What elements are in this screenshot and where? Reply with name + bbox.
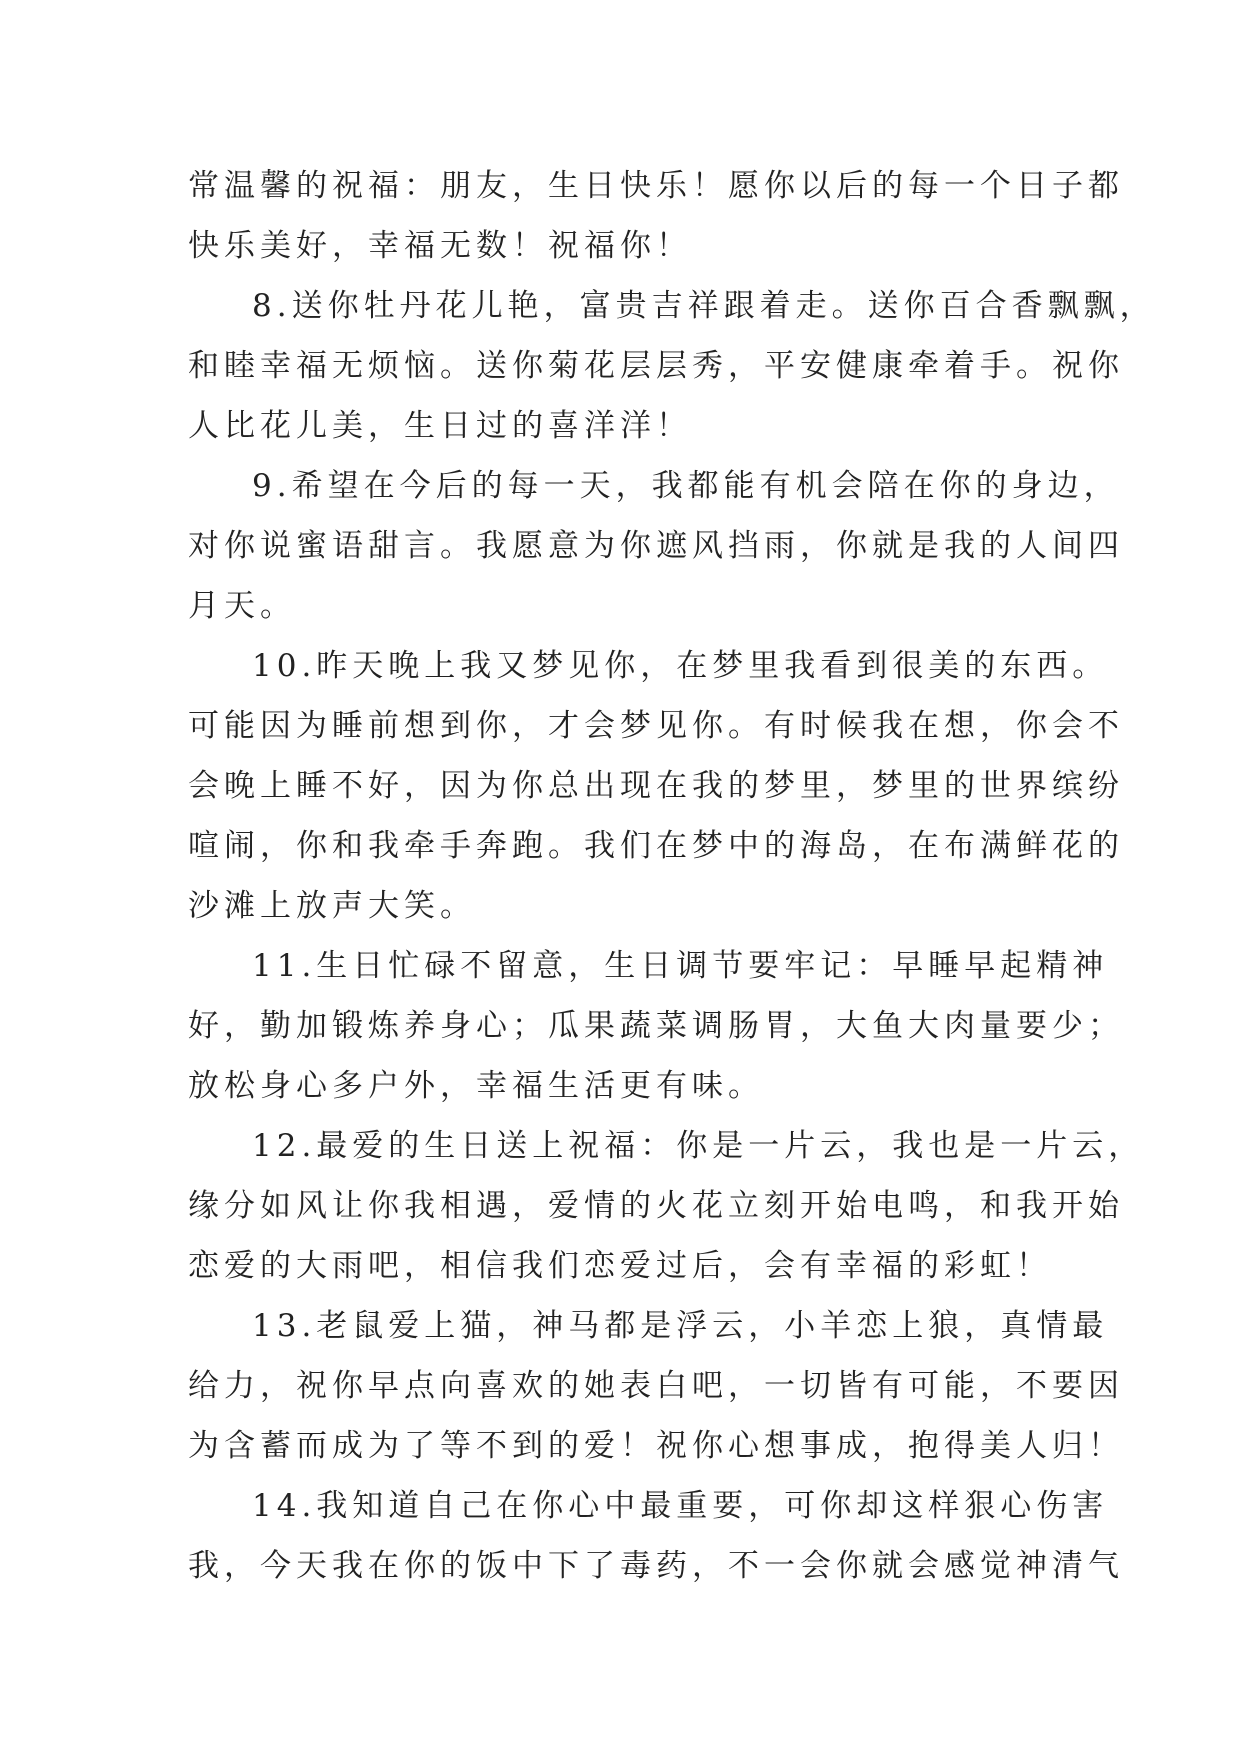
text-line: 和睦幸福无烦恼。送你菊花层层秀，平安健康牵着手。祝你 bbox=[188, 348, 1124, 384]
text-line: 9.希望在今后的每一天，我都能有机会陪在你的身边， bbox=[252, 468, 1120, 504]
document-body bbox=[188, 156, 1156, 1596]
text-line: 13.老鼠爱上猫，神马都是浮云，小羊恋上狼，真情最 bbox=[252, 1308, 1109, 1344]
text-line: 沙滩上放声大笑。 bbox=[188, 888, 476, 924]
paragraph-item-11 bbox=[188, 936, 1124, 1116]
text-line: 人比花儿美，生日过的喜洋洋！ bbox=[188, 408, 692, 444]
text-line: 12.最爱的生日送上祝福：你是一片云，我也是一片云， bbox=[252, 1128, 1145, 1164]
text-line: 常温馨的祝福：朋友，生日快乐！愿你以后的每一个日子都 bbox=[188, 168, 1124, 204]
text-line: 8.送你牡丹花儿艳，富贵吉祥跟着走。送你百合香飘飘， bbox=[252, 288, 1156, 324]
paragraph-item-14 bbox=[188, 1476, 1124, 1596]
text-line: 11.生日忙碌不留意，生日调节要牢记：早睡早起精神 bbox=[252, 948, 1109, 984]
text-line: 10.昨天晚上我又梦见你，在梦里我看到很美的东西。 bbox=[252, 648, 1109, 684]
text-line: 可能因为睡前想到你，才会梦见你。有时候我在想，你会不 bbox=[188, 708, 1124, 744]
text-line: 喧闹，你和我牵手奔跑。我们在梦中的海岛，在布满鲜花的 bbox=[188, 828, 1124, 864]
paragraph-item-12 bbox=[188, 1116, 1145, 1296]
text-line: 好，勤加锻炼养身心；瓜果蔬菜调肠胃，大鱼大肉量要少； bbox=[188, 1008, 1124, 1044]
text-line: 月天。 bbox=[188, 588, 296, 624]
paragraph-item-13 bbox=[188, 1296, 1124, 1476]
text-line: 恋爱的大雨吧，相信我们恋爱过后，会有幸福的彩虹！ bbox=[188, 1248, 1052, 1284]
paragraph-continuation bbox=[188, 156, 1124, 276]
text-line: 放松身心多户外，幸福生活更有味。 bbox=[188, 1068, 764, 1104]
text-line: 快乐美好，幸福无数！祝福你！ bbox=[188, 228, 692, 264]
text-line: 我，今天我在你的饭中下了毒药，不一会你就会感觉神清气 bbox=[188, 1548, 1124, 1584]
paragraph-item-10 bbox=[188, 636, 1124, 936]
paragraph-item-9 bbox=[188, 456, 1124, 636]
text-line: 对你说蜜语甜言。我愿意为你遮风挡雨，你就是我的人间四 bbox=[188, 528, 1124, 564]
text-line: 会晚上睡不好，因为你总出现在我的梦里，梦里的世界缤纷 bbox=[188, 768, 1124, 804]
text-line: 为含蓄而成为了等不到的爱！祝你心想事成，抱得美人归！ bbox=[188, 1428, 1124, 1464]
paragraph-item-8 bbox=[188, 276, 1156, 456]
text-line: 缘分如风让你我相遇，爱情的火花立刻开始电鸣，和我开始 bbox=[188, 1188, 1124, 1224]
text-line: 14.我知道自己在你心中最重要，可你却这样狠心伤害 bbox=[252, 1488, 1109, 1524]
text-line: 给力，祝你早点向喜欢的她表白吧，一切皆有可能，不要因 bbox=[188, 1368, 1124, 1404]
